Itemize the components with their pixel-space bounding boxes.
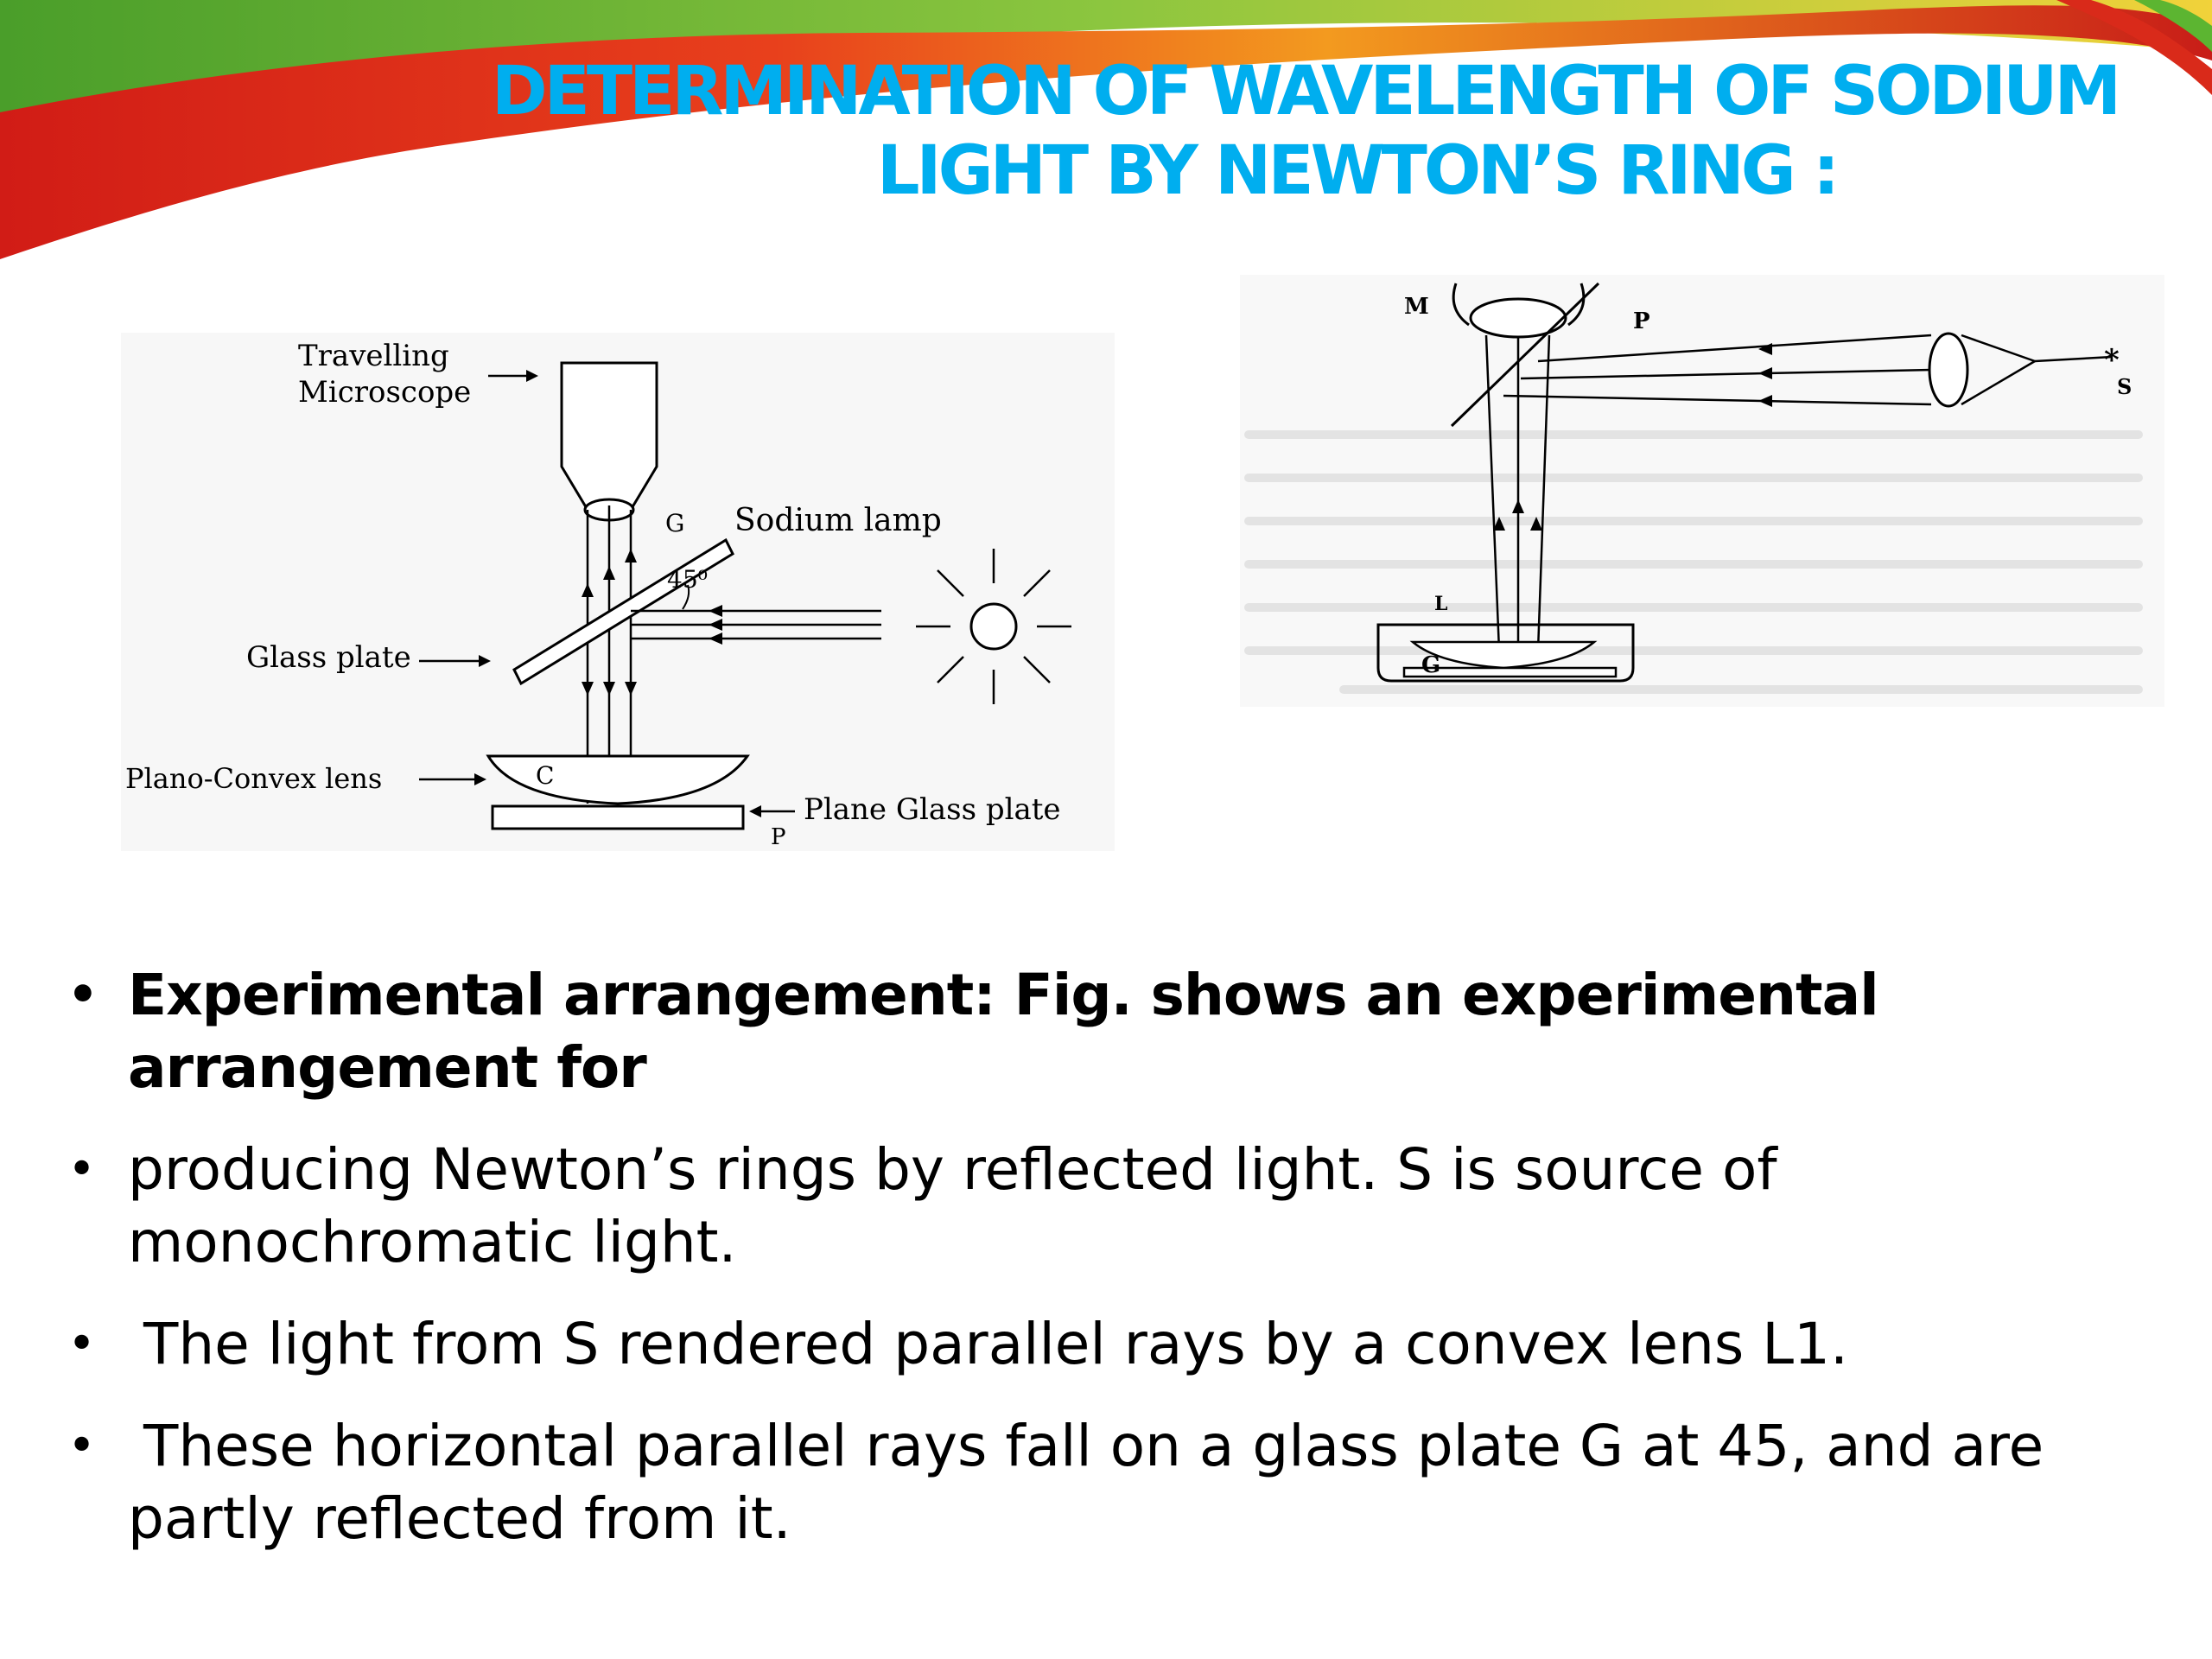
incoming-arrows (709, 605, 722, 645)
bullet-item (52, 1308, 2160, 1381)
label-sodium-lamp: Sodium lamp (734, 503, 942, 538)
label-s: S (2117, 374, 2133, 399)
label-plane-glass-plate: Plane Glass plate (804, 792, 1061, 827)
label-c: C (536, 761, 555, 790)
bullet-text: The light from S rendered parallel rays by a convex lens L1. (143, 1311, 1849, 1377)
label-g: G (1421, 652, 1441, 678)
bullet-item (52, 1134, 2160, 1279)
label-travelling: Travelling (298, 339, 449, 373)
label-g: G (665, 509, 685, 537)
label-l: L (1434, 593, 1448, 615)
label-glass-plate: Glass plate (246, 640, 411, 675)
source-star: * (2104, 343, 2120, 378)
plane-glass-plate-p (493, 806, 743, 829)
label-m: M (1404, 294, 1429, 320)
objective-lens-m (1471, 299, 1566, 337)
bullet-dot: • (67, 1316, 97, 1372)
label-p: P (1633, 308, 1650, 334)
sodium-lamp-bulb (971, 604, 1016, 649)
bullet-text: These horizontal parallel rays fall on a glass plate G at 45, and are partly reflected from it. (128, 1413, 2044, 1552)
label-p: P (771, 824, 786, 850)
bullet-text: Experimental arrangement: Fig. shows an experimental arrangement for (128, 962, 1878, 1101)
label-microscope: Microscope (298, 375, 472, 410)
ray-diagram (1240, 275, 2164, 707)
title-line-2: LIGHT BY NEWTON’S RING : (876, 132, 1837, 210)
slide-title (484, 52, 2126, 211)
bullet-list (52, 959, 2160, 1585)
label-plano-convex-lens: Plano-Convex lens (125, 762, 383, 795)
bullet-item (52, 1410, 2160, 1555)
bullet-item (52, 959, 2160, 1104)
bullet-dot: • (67, 967, 98, 1023)
bullet-text: producing Newton’s rings by reflected light. S is source of monochromatic light. (128, 1136, 1777, 1275)
newtons-ring-apparatus-diagram (121, 333, 1115, 851)
label-angle: 45⁰ (667, 565, 708, 594)
microscope-body (562, 363, 657, 510)
bullet-dot: • (67, 1418, 97, 1474)
title-line-1: DETERMINATION OF WAVELENGTH OF SODIUM (491, 53, 2119, 130)
bullet-dot: • (67, 1141, 97, 1198)
collimating-lens (1929, 334, 1967, 406)
